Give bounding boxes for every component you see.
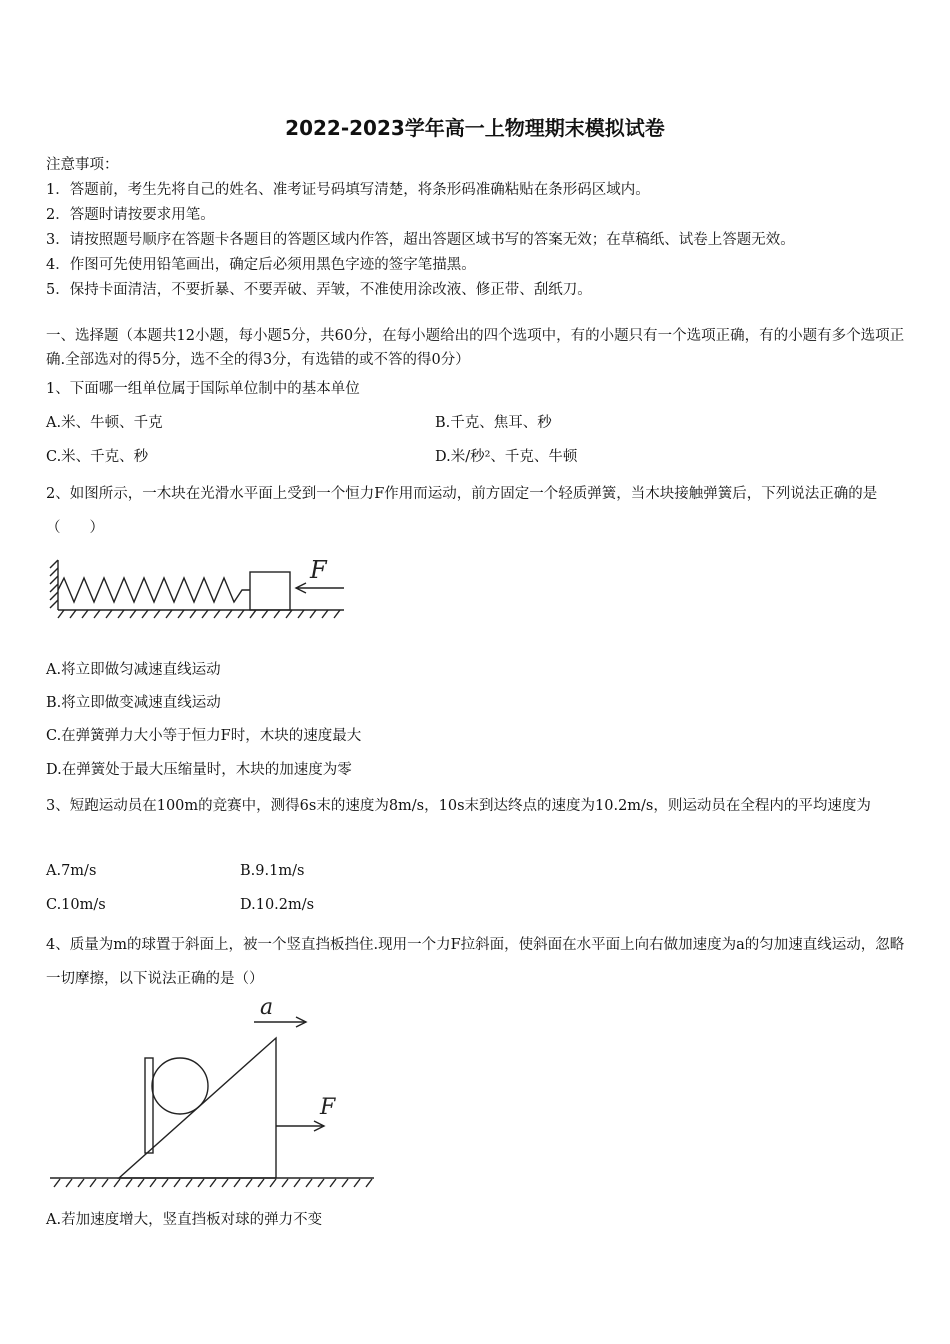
notice-heading: 注意事项：: [46, 157, 119, 173]
question-1-option-b: B.千克、焦耳、秒: [435, 415, 552, 431]
accel-label-a: a: [260, 995, 274, 1020]
floor-hatch: [54, 1179, 372, 1187]
question-1-stem: 1、下面哪一组单位属于国际单位制中的基本单位: [46, 381, 360, 397]
spring-block-figure: [44, 552, 354, 624]
question-2-option-c: C.在弹簧弹力大小等于恒力F时，木块的速度最大: [46, 728, 362, 744]
question-2-option-b: B.将立即做变减速直线运动: [46, 695, 221, 711]
question-4-stem: 4、质量为m的球置于斜面上，被一个竖直挡板挡住.现用一个力F拉斜面，使斜面在水平面上向右做加速度为a的匀加速直线运动，忽略一切摩擦，以下说法正确的是（）: [46, 937, 905, 987]
notice-item: 4．作图可先使用铅笔画出，确定后必须用黑色字迹的签字笔描黑。: [46, 257, 476, 273]
section-intro: 一、选择题（本题共12小题，每小题5分，共60分，在每小题给出的四个选项中，有的小题只有一个选项正确，有的小题有多个选项正确.全部选对的得5分，选不全的得3分，有选错的或不答的得0分）: [46, 328, 905, 368]
question-4-option-a: A.若加速度增大，竖直挡板对球的弹力不变: [46, 1212, 323, 1228]
incline-ball-figure: [44, 994, 384, 1192]
question-3-option-c: C.10m/s: [46, 897, 106, 913]
question-3-option-d: D.10.2m/s: [240, 897, 315, 913]
notice-item: 1．答题前，考生先将自己的姓名、准考证号码填写清楚，将条形码准确粘贴在条形码区域内。: [46, 182, 650, 198]
question-2-stem: 2、如图所示，一木块在光滑水平面上受到一个恒力F作用而运动，前方固定一个轻质弹簧，当木块接触弹簧后，下列说法正确的是（ ）: [46, 486, 878, 536]
ball: [152, 1058, 208, 1114]
wooden-block: [250, 572, 290, 610]
question-3-option-a: A.7m/s: [46, 863, 97, 879]
floor-hatch: [58, 610, 340, 618]
question-1-option-c: C.米、千克、秒: [46, 449, 149, 465]
notice-item: 3．请按照题号顺序在答题卡各题目的答题区域内作答，超出答题区域书写的答案无效；在草稿纸、试卷上答题无效。: [46, 232, 795, 248]
question-3-option-b: B.9.1m/s: [240, 863, 305, 879]
page-title: 2022-2023学年高一上物理期末模拟试卷: [285, 116, 665, 140]
wall-hatch: [50, 560, 58, 608]
spring: [58, 578, 250, 602]
force-label-f: F: [310, 556, 327, 584]
vertical-board: [145, 1058, 153, 1153]
question-1-option-a: A.米、牛顿、千克: [46, 415, 163, 431]
force-label-f: F: [320, 1095, 336, 1120]
question-3-stem: 3、短跑运动员在100m的竞赛中，测得6s末的速度为8m/s，10s末到达终点的速度为10.2m/s，则运动员在全程内的平均速度为: [46, 798, 871, 814]
question-2-option-d: D.在弹簧处于最大压缩量时，木块的加速度为零: [46, 762, 352, 778]
notice-item: 2．答题时请按要求用笔。: [46, 207, 215, 223]
notice-item: 5．保持卡面清洁，不要折暴、不要弄破、弄皱，不准使用涂改液、修正带、刮纸刀。: [46, 282, 592, 298]
question-1-option-d: D.米/秒²、千克、牛顿: [435, 449, 578, 465]
question-2-option-a: A.将立即做匀减速直线运动: [46, 662, 221, 678]
